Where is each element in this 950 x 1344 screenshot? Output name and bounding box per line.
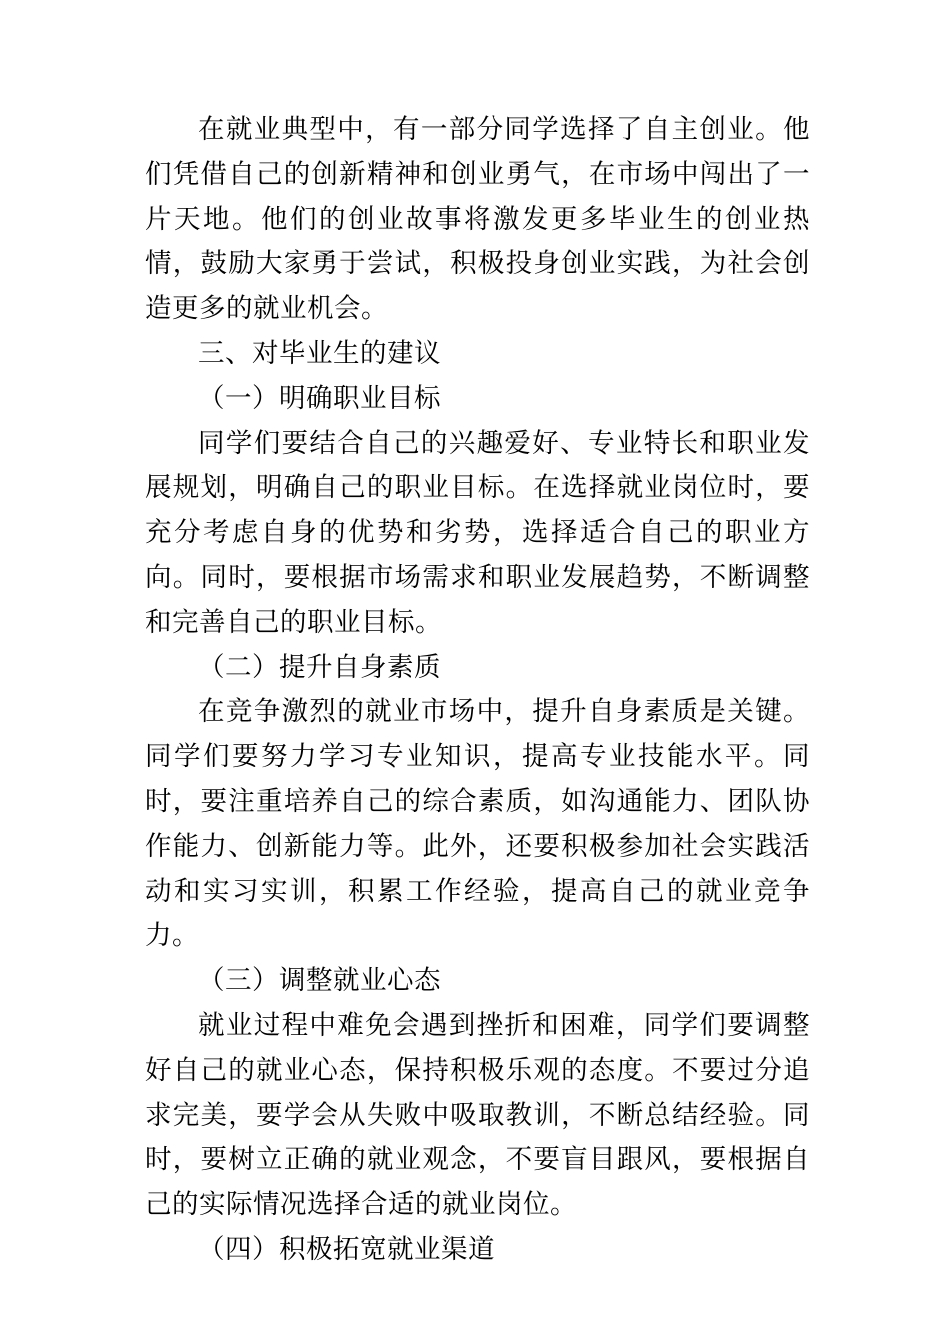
paragraph-self-quality: 在竞争激烈的就业市场中，提升自身素质是关键。同学们要努力学习专业知识，提高专业技能水平。同时，要注重培养自己的综合素质，如沟通能力、团队协作能力、创新能力等。此外，还要积极参加社会实践活动和实习实训，积累工作经验，提高自己的就业竞争力。 — [145, 696, 810, 952]
subheading-self-quality: （二）提升自身素质 — [198, 651, 441, 683]
paragraph-entrepreneurship: 在就业典型中，有一部分同学选择了自主创业。他们凭借自己的创新精神和创业勇气，在市场中闯出了一片天地。他们的创业故事将激发更多毕业生的创业热情，鼓励大家勇于尝试，积极投身创业实践，为社会创造更多的就业机会。 — [145, 114, 810, 325]
subheading-mindset: （三）调整就业心态 — [198, 965, 441, 997]
document-page — [145, 108, 810, 1273]
paragraph-mindset: 就业过程中难免会遇到挫折和困难，同学们要调整好自己的就业心态，保持积极乐观的态度。不要过分追求完美，要学会从失败中吸取教训，不断总结经验。同时，要树立正确的就业观念，不要盲目跟风，要根据自己的实际情况选择合适的就业岗位。 — [145, 1009, 810, 1221]
paragraph-career-goals: 同学们要结合自己的兴趣爱好、专业特长和职业发展规划，明确自己的职业目标。在选择就业岗位时，要充分考虑自身的优势和劣势，选择适合自己的职业方向。同时，要根据市场需求和职业发展趋势，不断调整和完善自己的职业目标。 — [145, 427, 810, 638]
section-heading-suggestions: 三、对毕业生的建议 — [198, 337, 441, 369]
subheading-channels: （四）积极拓宽就业渠道 — [198, 1233, 495, 1265]
subheading-career-goals: （一）明确职业目标 — [198, 382, 441, 414]
